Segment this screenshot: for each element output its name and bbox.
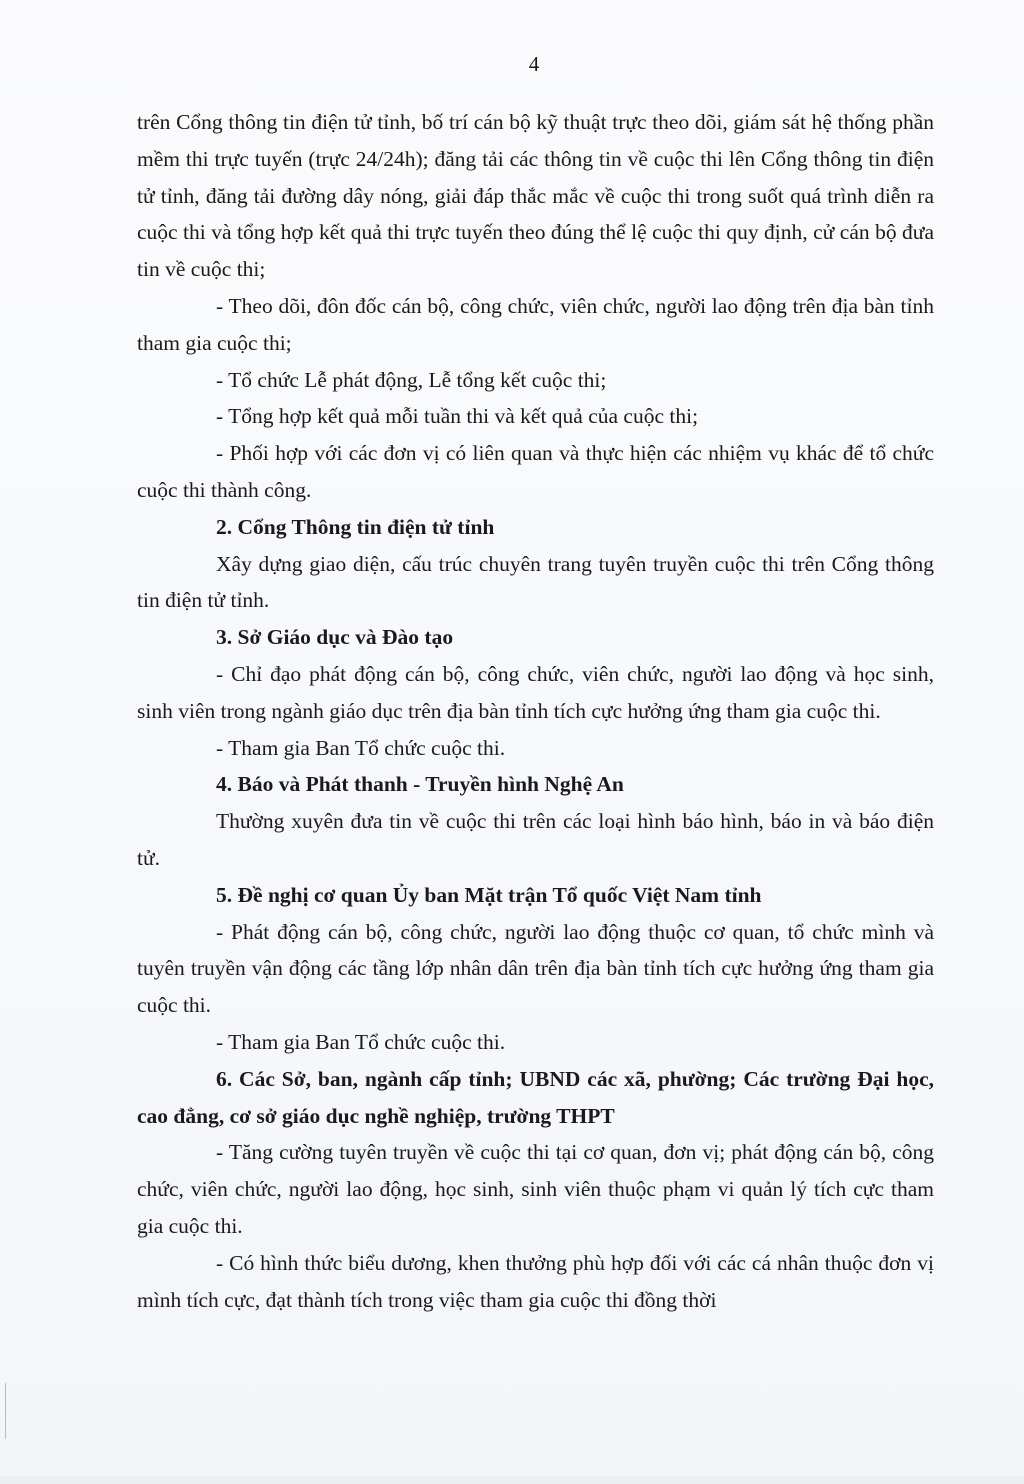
section-heading-4: 4. Báo và Phát thanh - Truyền hình Nghệ An: [216, 772, 624, 797]
page-number: 4: [528, 52, 540, 76]
bullet-paragraph: - Chỉ đạo phát động cán bộ, công chức, viên chức, người lao động và học sinh, sinh viên trong ngành giáo dục trên địa bàn tỉnh tích cực hưởng ứng tham gia cuộc thi.: [137, 661, 934, 723]
section-heading-3: 3. Sở Giáo dục và Đào tạo: [216, 625, 454, 650]
body-paragraph: Thường xuyên đưa tin về cuộc thi trên các loại hình báo hình, báo in và báo điện tử.: [137, 809, 934, 870]
section-heading-2: 2. Cổng Thông tin điện tử tỉnh: [216, 514, 495, 539]
body-paragraph: Xây dựng giao diện, cấu trúc chuyên trang tuyên truyền cuộc thi trên Cổng thông tin điện tử tỉnh.: [137, 551, 934, 613]
section-heading-5: 5. Đề nghị cơ quan Ủy ban Mặt trận Tổ quốc Việt Nam tỉnh: [216, 882, 762, 907]
bullet-paragraph: - Tăng cường tuyên truyền về cuộc thi tại cơ quan, đơn vị; phát động cán bộ, công chức, viên chức, người lao động, học sinh, sinh viên thuộc phạm vi quản lý tích cực tham gia cuộc thi.: [137, 1140, 934, 1238]
paragraph-continuation: trên Cổng thông tin điện tử tỉnh, bố trí cán bộ kỹ thuật trực theo dõi, giám sát hệ thống phần mềm thi trực tuyến (trực 24/24h); đăng tải các thông tin về cuộc thi lên Cổng thông tin điện tử tỉnh, đăng tải đường dây nóng, giải đáp thắc mắc về cuộc thi trong suốt quá trình diễn ra cuộc thi và tổng hợp kết quả thi trực tuyến theo đúng thể lệ cuộc thi quy định, cử cán bộ đưa tin về cuộc thi;: [137, 110, 934, 282]
document-body: [137, 104, 934, 1318]
bullet-paragraph: - Theo dõi, đôn đốc cán bộ, công chức, viên chức, người lao động trên địa bàn tỉnh tham gia cuộc thi;: [137, 293, 934, 355]
bullet-paragraph: - Tham gia Ban Tổ chức cuộc thi.: [216, 735, 506, 760]
section-heading-6: 6. Các Sở, ban, ngành cấp tỉnh; UBND các xã, phường; Các trường Đại học, cao đẳng, cơ sở giáo dục nghề nghiệp, trường THPT: [137, 1066, 934, 1128]
bullet-paragraph: - Có hình thức biểu dương, khen thưởng phù hợp đối với các cá nhân thuộc đơn vị mình tích cực, đạt thành tích trong việc tham gia cuộc thi đồng thời: [137, 1250, 934, 1312]
bullet-paragraph: - Tổng hợp kết quả mỗi tuần thi và kết quả của cuộc thi;: [216, 404, 699, 429]
bullet-paragraph: - Tham gia Ban Tổ chức cuộc thi.: [216, 1029, 506, 1054]
bullet-paragraph: - Tổ chức Lễ phát động, Lễ tổng kết cuộc thi;: [216, 367, 607, 392]
scan-bottom-edge: [0, 1476, 1024, 1484]
scan-edge-mark: [5, 1383, 6, 1439]
bullet-paragraph: - Phối hợp với các đơn vị có liên quan và thực hiện các nhiệm vụ khác để tổ chức cuộc thi thành công.: [137, 441, 934, 502]
bullet-paragraph: - Phát động cán bộ, công chức, người lao động thuộc cơ quan, tổ chức mình và tuyên truyền vận động các tầng lớp nhân dân trên địa bàn tỉnh tích cực hưởng ứng tham gia cuộc thi.: [137, 919, 934, 1018]
